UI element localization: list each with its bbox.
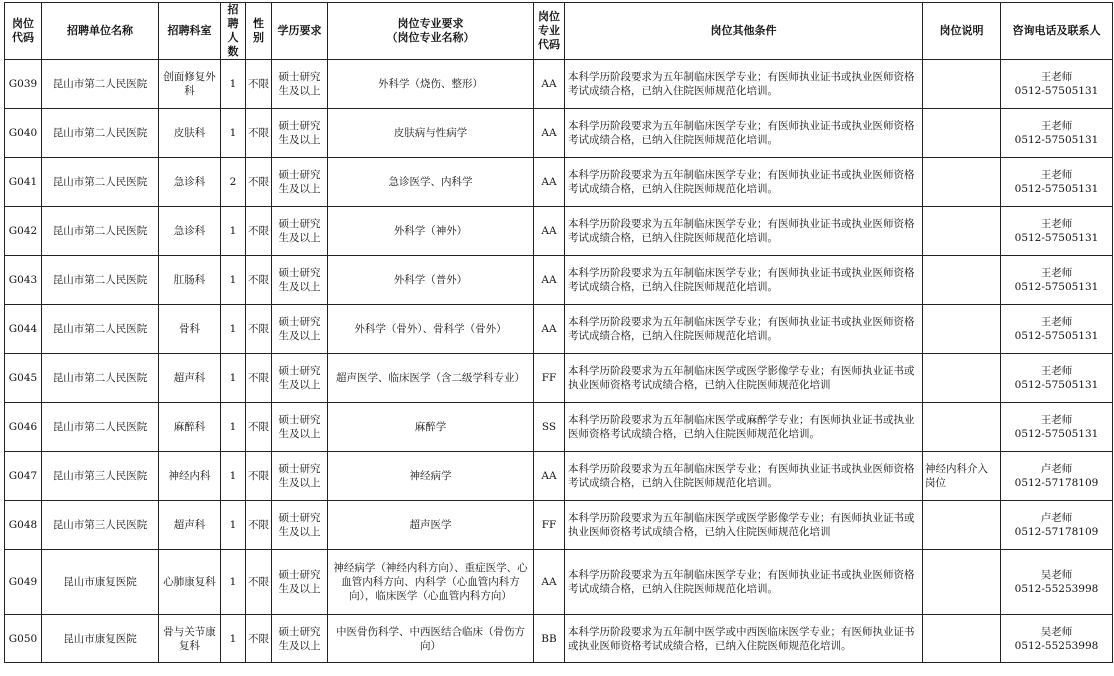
contact-name: 卢老师: [1040, 463, 1073, 475]
cell-other: 本科学历阶段要求为五年制临床医学专业；有医师执业证书或执业医师资格考试成绩合格，已纳入住院医师规范化培训。: [565, 452, 923, 501]
contact-name: 王老师: [1040, 71, 1073, 83]
cell-count: 2: [221, 158, 246, 207]
contact-phone: 0512-57505131: [1014, 379, 1099, 391]
cell-unit: 昆山市康复医院: [42, 615, 159, 663]
cell-gender: 不限: [246, 354, 272, 403]
cell-major-code: BB: [534, 615, 565, 663]
header-major-line2: （岗位专业名称）: [386, 31, 475, 44]
cell-count: 1: [221, 256, 246, 305]
contact-name: 吴老师: [1040, 569, 1073, 581]
cell-code: G042: [5, 207, 42, 256]
table-row: [5, 452, 1113, 501]
table-row: [5, 615, 1113, 663]
cell-edu: 硕士研究生及以上: [272, 452, 328, 501]
cell-note: [923, 207, 1001, 256]
cell-major: 神经病学: [328, 452, 534, 501]
cell-other: 本科学历阶段要求为五年制临床医学专业；有医师执业证书或执业医师资格考试成绩合格，已纳入住院医师规范化培训。: [565, 109, 923, 158]
header-note: 岗位说明: [923, 3, 1001, 60]
cell-other: 本科学历阶段要求为五年制临床医学或医学影像学专业；有医师执业证书或执业医师资格考试成绩合格，已纳入住院医师规范化培训: [565, 501, 923, 550]
cell-edu: 硕士研究生及以上: [272, 256, 328, 305]
cell-note: [923, 256, 1001, 305]
cell-contact: [1001, 158, 1113, 207]
cell-unit: 昆山市第二人民医院: [42, 305, 159, 354]
cell-major: 急诊医学、内科学: [328, 158, 534, 207]
contact-phone: 0512-57505131: [1014, 85, 1099, 97]
cell-dept: 骨与关节康复科: [159, 615, 221, 663]
cell-code: G048: [5, 501, 42, 550]
cell-count: 1: [221, 615, 246, 663]
cell-other: 本科学历阶段要求为五年制临床医学专业；有医师执业证书或执业医师资格考试成绩合格，已纳入住院医师规范化培训。: [565, 207, 923, 256]
cell-dept: 急诊科: [159, 158, 221, 207]
header-major-line1: 岗位专业要求: [397, 17, 464, 30]
cell-dept: 创面修复外科: [159, 60, 221, 109]
contact-phone: 0512-57505131: [1014, 134, 1099, 146]
cell-code: G049: [5, 550, 42, 615]
table-row: [5, 60, 1113, 109]
table-row: [5, 158, 1113, 207]
cell-contact: [1001, 452, 1113, 501]
cell-dept: 超声科: [159, 501, 221, 550]
cell-major: 外科学（神外）: [328, 207, 534, 256]
cell-unit: 昆山市第二人民医院: [42, 109, 159, 158]
cell-note: [923, 158, 1001, 207]
cell-unit: 昆山市第二人民医院: [42, 354, 159, 403]
contact-phone: 0512-57178109: [1014, 477, 1099, 489]
cell-code: G046: [5, 403, 42, 452]
contact-name: 王老师: [1040, 267, 1073, 279]
cell-major: 超声医学: [328, 501, 534, 550]
cell-major: 超声医学、临床医学（含二级学科专业）: [328, 354, 534, 403]
cell-contact: [1001, 305, 1113, 354]
cell-contact: [1001, 109, 1113, 158]
cell-edu: 硕士研究生及以上: [272, 550, 328, 615]
table-row: [5, 550, 1113, 615]
cell-major: 外科学（骨外）、骨科学（骨外）: [328, 305, 534, 354]
cell-dept: 超声科: [159, 354, 221, 403]
cell-gender: 不限: [246, 109, 272, 158]
cell-count: 1: [221, 452, 246, 501]
cell-note: [923, 501, 1001, 550]
table-row: [5, 354, 1113, 403]
cell-gender: 不限: [246, 501, 272, 550]
cell-code: G045: [5, 354, 42, 403]
cell-major: 神经病学（神经内科方向）、重症医学、心血管内科方向、内科学（心血管内科方向），临床医学（心血管内科方向）: [328, 550, 534, 615]
contact-phone: 0512-57505131: [1014, 183, 1099, 195]
cell-note: 神经内科介入岗位: [923, 452, 1001, 501]
cell-other: 本科学历阶段要求为五年制临床医学专业；有医师执业证书或执业医师资格考试成绩合格，已纳入住院医师规范化培训。: [565, 60, 923, 109]
cell-note: [923, 60, 1001, 109]
cell-edu: 硕士研究生及以上: [272, 354, 328, 403]
contact-phone: 0512-57505131: [1014, 281, 1099, 293]
cell-dept: 心肺康复科: [159, 550, 221, 615]
table-row: [5, 207, 1113, 256]
cell-contact: [1001, 207, 1113, 256]
cell-unit: 昆山市第三人民医院: [42, 501, 159, 550]
cell-note: [923, 354, 1001, 403]
cell-major: 外科学（烧伤、整形）: [328, 60, 534, 109]
cell-count: 1: [221, 305, 246, 354]
cell-major: 皮肤病与性病学: [328, 109, 534, 158]
cell-unit: 昆山市第二人民医院: [42, 158, 159, 207]
cell-other: 本科学历阶段要求为五年制临床医学专业；有医师执业证书或执业医师资格考试成绩合格，已纳入住院医师规范化培训。: [565, 305, 923, 354]
cell-code: G040: [5, 109, 42, 158]
cell-unit: 昆山市第二人民医院: [42, 256, 159, 305]
cell-major-code: SS: [534, 403, 565, 452]
header-code: 岗位代码: [5, 3, 42, 60]
cell-edu: 硕士研究生及以上: [272, 60, 328, 109]
cell-major-code: FF: [534, 501, 565, 550]
header-major-code: 岗位专业代码: [534, 3, 565, 60]
cell-other: 本科学历阶段要求为五年制临床医学专业；有医师执业证书或执业医师资格考试成绩合格，已纳入住院医师规范化培训。: [565, 256, 923, 305]
cell-gender: 不限: [246, 550, 272, 615]
header-other: 岗位其他条件: [565, 3, 923, 60]
contact-name: 王老师: [1040, 414, 1073, 426]
contact-name: 吴老师: [1040, 625, 1073, 638]
cell-contact: [1001, 501, 1113, 550]
cell-other: 本科学历阶段要求为五年制中医学或中西医临床医学专业；有医师执业证书或执业医师资格考试成绩合格，已纳入住院医师规范化培训。: [565, 615, 923, 663]
cell-code: G044: [5, 305, 42, 354]
cell-count: 1: [221, 501, 246, 550]
cell-edu: 硕士研究生及以上: [272, 109, 328, 158]
cell-dept: 肛肠科: [159, 256, 221, 305]
cell-code: G041: [5, 158, 42, 207]
header-row: [5, 3, 1113, 60]
contact-name: 王老师: [1040, 120, 1073, 132]
cell-unit: 昆山市第二人民医院: [42, 60, 159, 109]
cell-major-code: AA: [534, 452, 565, 501]
cell-gender: 不限: [246, 305, 272, 354]
cell-major-code: AA: [534, 207, 565, 256]
cell-major-code: AA: [534, 305, 565, 354]
cell-count: 1: [221, 109, 246, 158]
cell-contact: [1001, 60, 1113, 109]
header-unit: 招聘单位名称: [42, 3, 159, 60]
cell-gender: 不限: [246, 256, 272, 305]
cell-count: 1: [221, 550, 246, 615]
cell-count: 1: [221, 403, 246, 452]
header-dept: 招聘科室: [159, 3, 221, 60]
cell-unit: 昆山市第二人民医院: [42, 403, 159, 452]
cell-contact: [1001, 615, 1113, 663]
contact-phone: 0512-57505131: [1014, 428, 1099, 440]
recruitment-table: [4, 2, 1113, 663]
cell-code: G039: [5, 60, 42, 109]
cell-major-code: AA: [534, 158, 565, 207]
cell-dept: 皮肤科: [159, 109, 221, 158]
contact-name: 王老师: [1040, 169, 1073, 181]
table-row: [5, 501, 1113, 550]
cell-count: 1: [221, 354, 246, 403]
cell-gender: 不限: [246, 207, 272, 256]
cell-note: [923, 403, 1001, 452]
cell-major: 外科学（普外）: [328, 256, 534, 305]
table-row: [5, 403, 1113, 452]
cell-major-code: AA: [534, 256, 565, 305]
cell-major-code: AA: [534, 109, 565, 158]
cell-note: [923, 550, 1001, 615]
cell-dept: 神经内科: [159, 452, 221, 501]
contact-phone: 0512-57505131: [1014, 330, 1099, 342]
header-edu: 学历要求: [272, 3, 328, 60]
cell-major: 中医骨伤科学、中西医结合临床（骨伤方向）: [328, 615, 534, 663]
contact-name: 王老师: [1040, 365, 1073, 377]
cell-contact: [1001, 550, 1113, 615]
cell-count: 1: [221, 207, 246, 256]
cell-other: 本科学历阶段要求为五年制临床医学专业；有医师执业证书或执业医师资格考试成绩合格，已纳入住院医师规范化培训。: [565, 158, 923, 207]
cell-other: 本科学历阶段要求为五年制临床医学专业；有医师执业证书或执业医师资格考试成绩合格，已纳入住院医师规范化培训。: [565, 550, 923, 615]
cell-code: G043: [5, 256, 42, 305]
cell-gender: 不限: [246, 60, 272, 109]
contact-name: 王老师: [1040, 316, 1073, 328]
header-count: 招聘人数: [221, 3, 246, 60]
contact-phone: 0512-57178109: [1014, 526, 1099, 538]
cell-edu: 硕士研究生及以上: [272, 501, 328, 550]
cell-major-code: FF: [534, 354, 565, 403]
contact-phone: 0512-57505131: [1014, 232, 1099, 244]
cell-unit: 昆山市康复医院: [42, 550, 159, 615]
cell-contact: [1001, 256, 1113, 305]
cell-other: 本科学历阶段要求为五年制临床医学或麻醉学专业；有医师执业证书或执业医师资格考试成绩合格，已纳入住院医师规范化培训。: [565, 403, 923, 452]
cell-count: 1: [221, 60, 246, 109]
cell-contact: [1001, 354, 1113, 403]
cell-gender: 不限: [246, 158, 272, 207]
contact-name: 王老师: [1040, 218, 1073, 230]
cell-edu: 硕士研究生及以上: [272, 615, 328, 663]
cell-code: G047: [5, 452, 42, 501]
cell-dept: 骨科: [159, 305, 221, 354]
table-body: [5, 60, 1113, 663]
cell-edu: 硕士研究生及以上: [272, 403, 328, 452]
cell-other: 本科学历阶段要求为五年制临床医学或医学影像学专业；有医师执业证书或执业医师资格考试成绩合格，已纳入住院医师规范化培训: [565, 354, 923, 403]
cell-major: 麻醉学: [328, 403, 534, 452]
cell-dept: 急诊科: [159, 207, 221, 256]
cell-gender: 不限: [246, 452, 272, 501]
header-major: [328, 3, 534, 60]
cell-edu: 硕士研究生及以上: [272, 305, 328, 354]
header-gender: 性别: [246, 3, 272, 60]
cell-unit: 昆山市第二人民医院: [42, 207, 159, 256]
cell-note: [923, 305, 1001, 354]
cell-unit: 昆山市第三人民医院: [42, 452, 159, 501]
cell-major-code: AA: [534, 550, 565, 615]
contact-name: 卢老师: [1040, 512, 1073, 524]
contact-phone: 0512-55253998: [1014, 639, 1099, 652]
cell-major-code: AA: [534, 60, 565, 109]
cell-dept: 麻醉科: [159, 403, 221, 452]
cell-note: [923, 615, 1001, 663]
cell-edu: 硕士研究生及以上: [272, 158, 328, 207]
cell-code: G050: [5, 615, 42, 663]
cell-edu: 硕士研究生及以上: [272, 207, 328, 256]
cell-note: [923, 109, 1001, 158]
cell-gender: 不限: [246, 615, 272, 663]
table-row: [5, 109, 1113, 158]
cell-gender: 不限: [246, 403, 272, 452]
table-row: [5, 305, 1113, 354]
header-contact: 咨询电话及联系人: [1001, 3, 1113, 60]
cell-contact: [1001, 403, 1113, 452]
table-row: [5, 256, 1113, 305]
contact-phone: 0512-55253998: [1014, 583, 1099, 595]
